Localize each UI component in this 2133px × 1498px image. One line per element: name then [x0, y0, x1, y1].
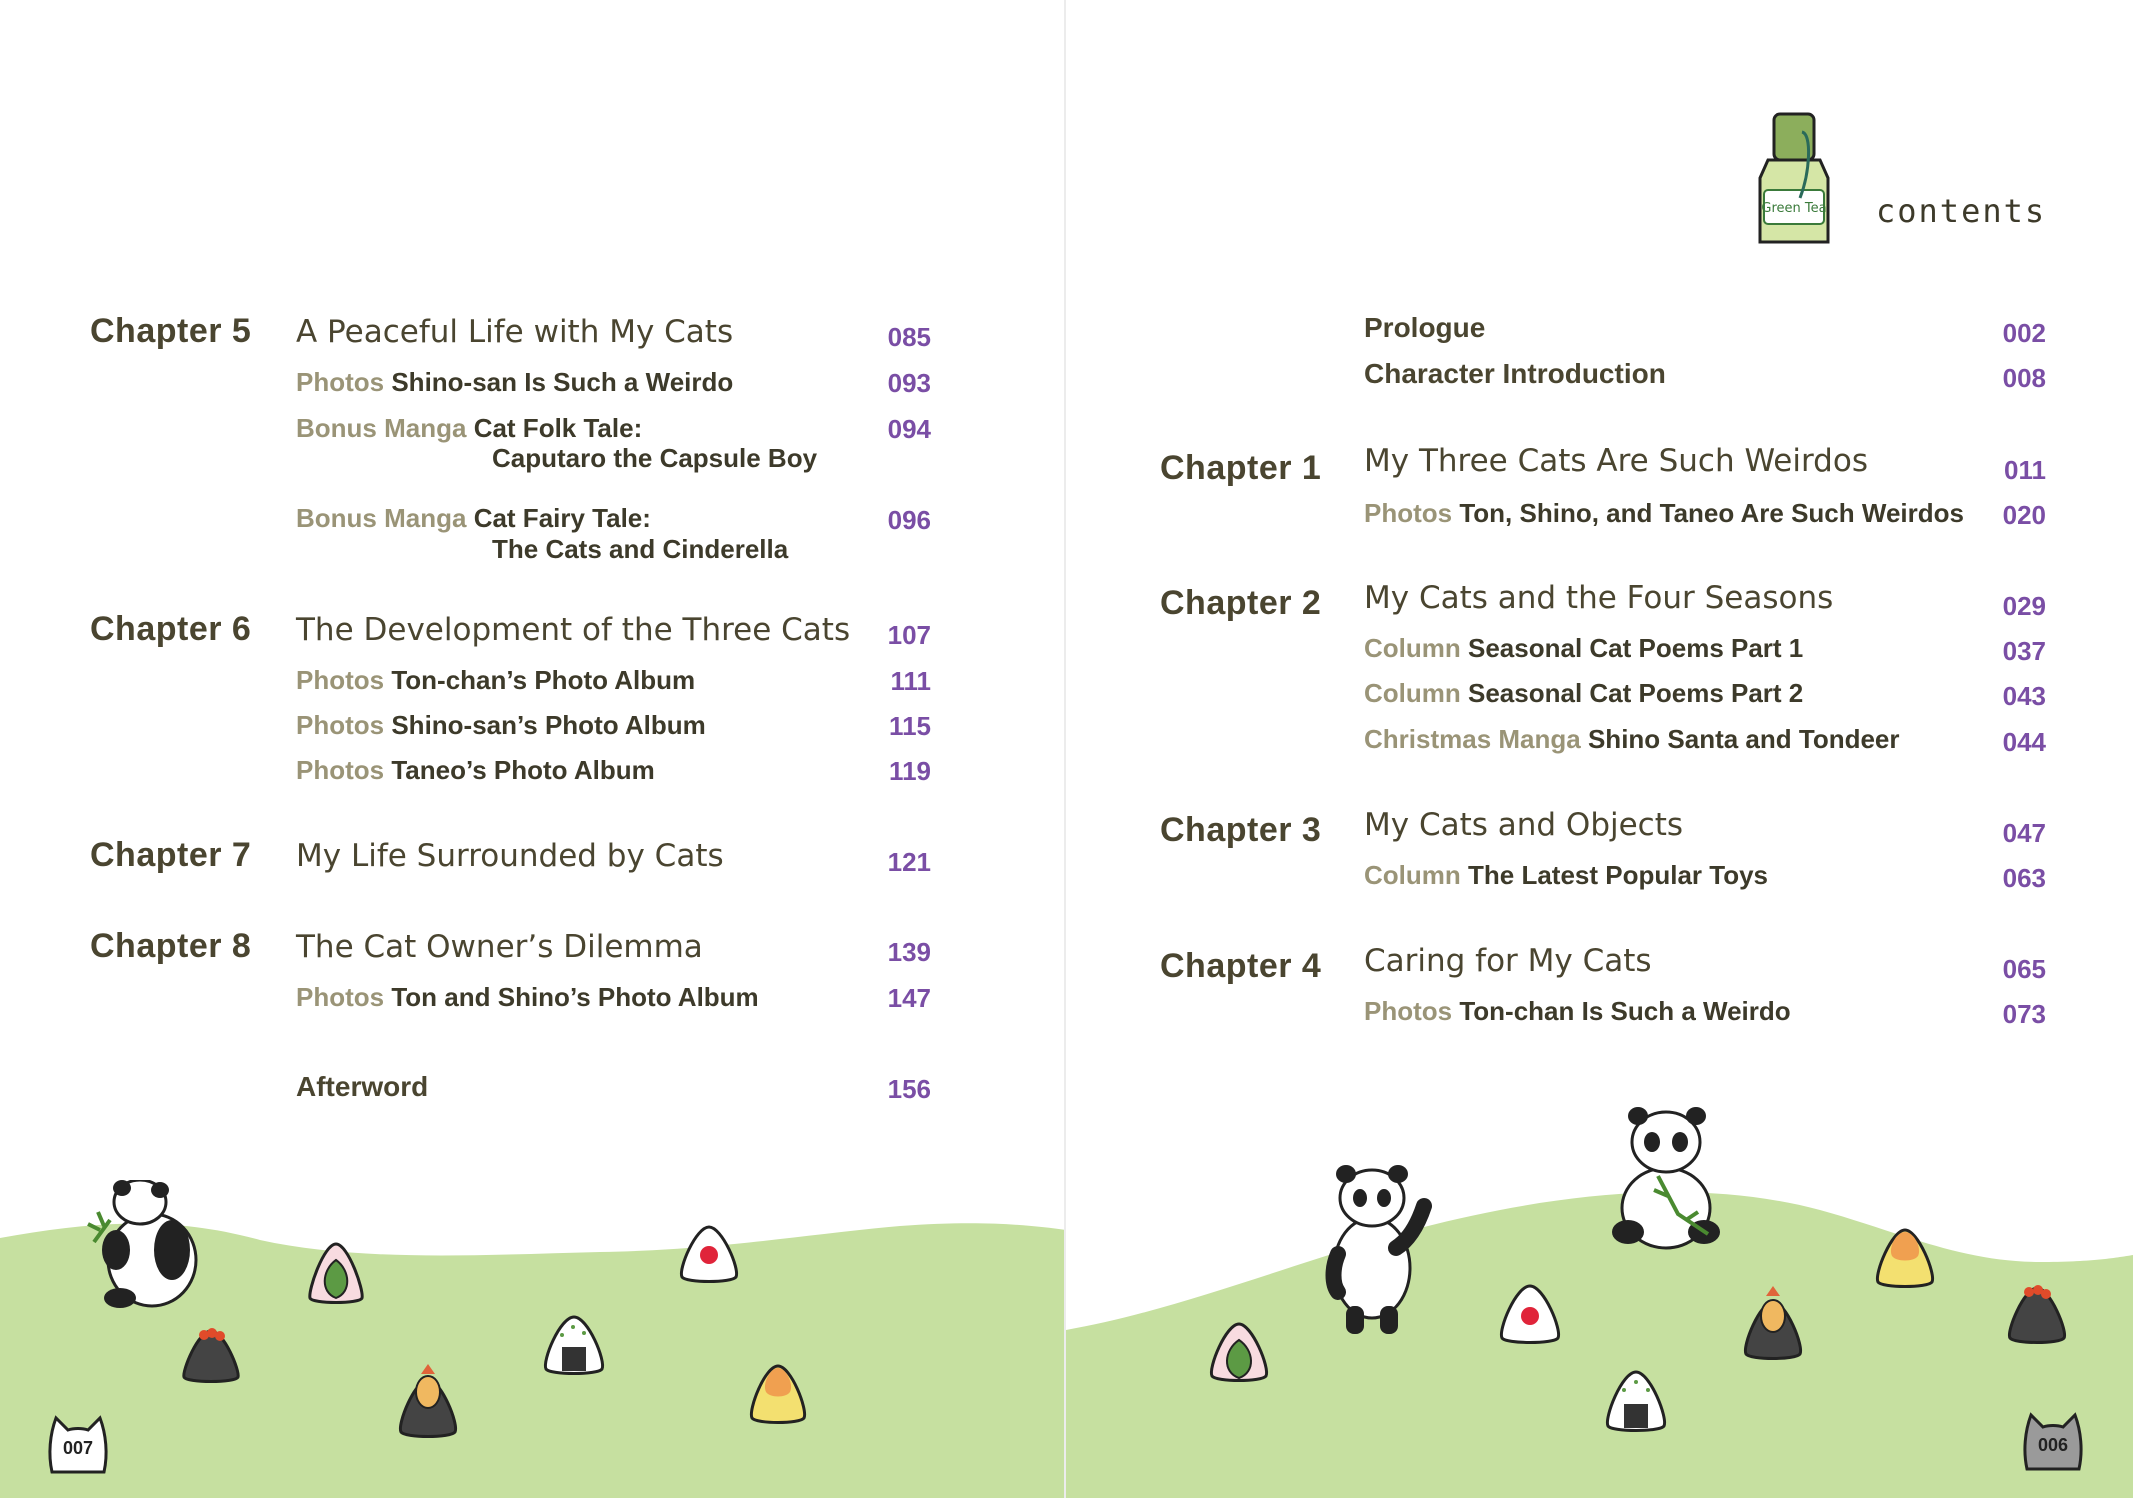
onigiri-shiso-icon — [1206, 1320, 1272, 1382]
chapter-title: My Cats and the Four Seasons — [1364, 580, 1834, 616]
entry-category: Column — [1364, 860, 1461, 890]
onigiri-tempura-shrimp-icon — [1738, 1282, 1808, 1362]
page-number: 096 — [887, 505, 931, 535]
onigiri-umeboshi-icon — [676, 1223, 742, 1283]
entry-title: Seasonal Cat Poems Part 2 — [1468, 678, 1804, 708]
page-number: 002 — [2002, 318, 2046, 348]
left-page — [0, 0, 1066, 1498]
chapter-label: Chapter 8 — [90, 927, 252, 965]
entry-category: Column — [1364, 633, 1461, 663]
page-number: 073 — [2002, 999, 2046, 1029]
chapter-title: A Peaceful Life with My Cats — [296, 314, 734, 350]
entry-title: Ton, Shino, and Taneo Are Such Weirdos — [1459, 498, 1964, 528]
page-number: 065 — [2002, 954, 2046, 984]
page-number: 093 — [887, 368, 931, 398]
toc-entry — [296, 503, 651, 534]
panda-waving-illustration — [1324, 1158, 1434, 1338]
right-page — [1066, 0, 2133, 1498]
prologue-title: Prologue — [1364, 312, 1486, 343]
entry-category: Christmas Manga — [1364, 724, 1581, 754]
chapter-label: Chapter 4 — [1160, 947, 1322, 985]
onigiri-salmon-roe-icon — [2004, 1282, 2070, 1346]
page-number: 063 — [2002, 863, 2046, 893]
character-intro-title: Character Introduction — [1364, 358, 1666, 389]
toc-entry — [1364, 860, 1768, 891]
toc-entry — [1364, 633, 1803, 664]
entry-title: Ton-chan’s Photo Album — [391, 665, 696, 695]
entry-category: Column — [1364, 678, 1461, 708]
chapter-label: Chapter 7 — [90, 836, 252, 874]
page-number: 094 — [887, 414, 931, 444]
toc-entry — [1364, 498, 1964, 529]
chapter-title: The Cat Owner’s Dilemma — [296, 929, 703, 965]
entry-category: Bonus Manga — [296, 503, 467, 533]
entry-title: Ton and Shino’s Photo Album — [391, 982, 759, 1012]
entry-category: Photos — [296, 755, 385, 785]
page-number: 008 — [2002, 363, 2046, 393]
onigiri-nori-icon — [1602, 1368, 1670, 1432]
page-number: 121 — [887, 847, 931, 877]
page-number: 119 — [889, 756, 931, 786]
entry-title-line2: The Cats and Cinderella — [492, 534, 789, 564]
chapter-title: My Life Surrounded by Cats — [296, 838, 724, 874]
page-number: 020 — [2002, 500, 2046, 530]
chapter-title: My Three Cats Are Such Weirdos — [1364, 443, 1868, 479]
page-number: 085 — [887, 322, 931, 352]
page-number: 044 — [2002, 727, 2046, 757]
entry-title: Cat Fairy Tale: — [473, 503, 651, 533]
page-number: 107 — [887, 620, 931, 650]
entry-category: Photos — [296, 982, 385, 1012]
bottle-label: Green Tea — [1761, 201, 1827, 216]
entry-category: Photos — [296, 665, 385, 695]
toc-entry — [296, 710, 706, 741]
panda-eating-bamboo-illustration — [80, 1180, 200, 1310]
green-tea-bottle-icon — [1754, 108, 1834, 248]
page-folio: 006 — [2037, 1435, 2069, 1455]
toc-entry — [296, 367, 733, 398]
page-folio: 007 — [62, 1438, 94, 1458]
chapter-title: Caring for My Cats — [1364, 943, 1652, 979]
entry-title: Shino Santa and Tondeer — [1587, 724, 1900, 754]
entry-category: Photos — [1364, 996, 1453, 1026]
chapter-title: My Cats and Objects — [1364, 807, 1684, 843]
toc-entry — [1364, 678, 1803, 709]
page-number: 043 — [2002, 681, 2046, 711]
chapter-title: The Development of the Three Cats — [296, 612, 851, 648]
onigiri-egg-wrap-icon — [1872, 1226, 1938, 1288]
toc-entry — [1364, 996, 1791, 1027]
toc-entry — [296, 982, 759, 1013]
chapter-label: Chapter 5 — [90, 312, 252, 350]
page-number: 156 — [887, 1074, 931, 1104]
toc-entry — [296, 755, 655, 786]
page-number: 111 — [890, 666, 931, 696]
entry-category: Photos — [296, 710, 385, 740]
onigiri-shiso-icon — [306, 1240, 366, 1306]
entry-category: Photos — [1364, 498, 1453, 528]
chapter-label: Chapter 6 — [90, 610, 252, 648]
toc-entry — [296, 665, 695, 696]
onigiri-umeboshi-icon — [1496, 1282, 1564, 1344]
toc-entry — [296, 413, 642, 444]
chapter-label: Chapter 3 — [1160, 811, 1322, 849]
onigiri-salmon-roe-icon — [180, 1325, 242, 1385]
page-folio-cat-icon — [46, 1414, 110, 1476]
entry-title: Ton-chan Is Such a Weirdo — [1459, 996, 1791, 1026]
onigiri-egg-wrap-icon — [746, 1362, 810, 1424]
entry-title-line2: Caputaro the Capsule Boy — [492, 443, 818, 473]
page-number: 147 — [887, 983, 931, 1013]
entry-title: Seasonal Cat Poems Part 1 — [1468, 633, 1804, 663]
entry-title: Cat Folk Tale: — [473, 413, 643, 443]
contents-heading: contents — [1876, 192, 2047, 230]
onigiri-nori-icon — [540, 1313, 608, 1375]
chapter-label: Chapter 1 — [1160, 449, 1322, 487]
toc-entry — [1364, 724, 1900, 755]
entry-category: Bonus Manga — [296, 413, 467, 443]
entry-title: Shino-san’s Photo Album — [391, 710, 706, 740]
page-folio-cat-icon — [2021, 1411, 2085, 1473]
entry-category: Photos — [296, 367, 385, 397]
entry-title: Shino-san Is Such a Weirdo — [391, 367, 734, 397]
page-number: 047 — [2002, 818, 2046, 848]
page-number: 011 — [2004, 455, 2046, 485]
entry-title: The Latest Popular Toys — [1468, 860, 1769, 890]
entry-title: Taneo’s Photo Album — [391, 755, 655, 785]
onigiri-tempura-shrimp-icon — [393, 1360, 463, 1440]
page-number: 037 — [2002, 636, 2046, 666]
chapter-label: Chapter 2 — [1160, 584, 1322, 622]
page-number: 115 — [889, 711, 931, 741]
panda-sitting-bamboo-illustration — [1608, 1104, 1728, 1254]
page-number: 029 — [2002, 591, 2046, 621]
page-number: 139 — [887, 937, 931, 967]
afterword-title: Afterword — [296, 1071, 429, 1102]
